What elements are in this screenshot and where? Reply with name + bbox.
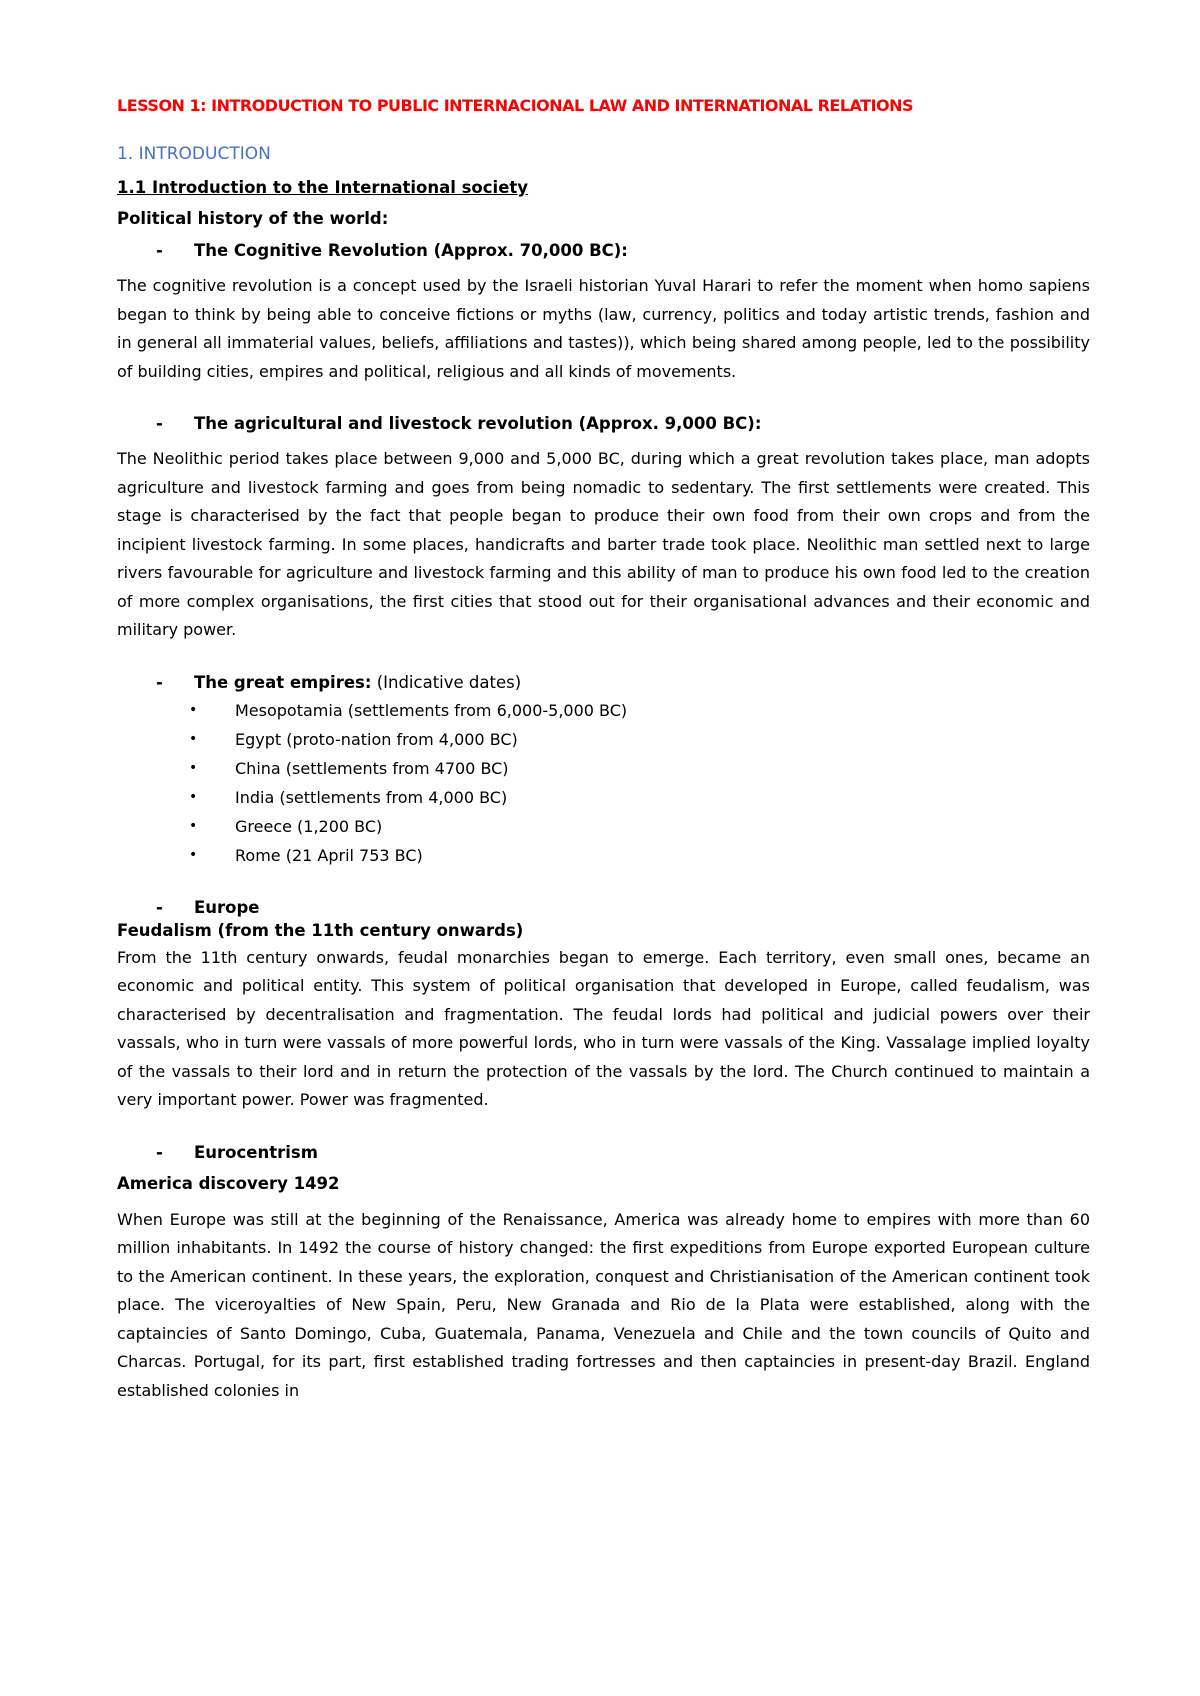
bullet-marker: • xyxy=(189,730,198,747)
america-paragraph: When Europe was still at the beginning of the Renaissance, America was already home to empires with more than 60 million inhabitants. In 1492 the course of history changed: the first expeditions from Europe exported European culture to the American continent. In these years, the exploration, conquest and Christianisation of the American continent took place. The viceroyalties of New Spain, Peru, New Granada and Rio de la Plata were established, along with the captaincies of Santo Domingo, Cuba, Guatemala, Panama, Venezuela and Chile and the town councils of Quito and Charcas. Portugal, for its part, first established trading fortresses and then captaincies in present-day Brazil. England established colonies in xyxy=(117,1209,1090,1400)
list-item xyxy=(117,725,1090,754)
dash-marker: - xyxy=(156,241,163,260)
eurocentrism-heading-text: Eurocentrism xyxy=(194,1142,318,1162)
list-item-text: Mesopotamia (settlements from 6,000-5,000 BC) xyxy=(235,700,628,720)
bullet-marker: • xyxy=(189,788,198,805)
document-body xyxy=(117,96,1090,1405)
lesson-title: LESSON 1: INTRODUCTION TO PUBLIC INTERNACIONAL LAW AND INTERNATIONAL RELATIONS xyxy=(117,96,914,115)
empires-heading-label: The great empires: xyxy=(194,672,372,692)
cognitive-heading-text: The Cognitive Revolution (Approx. 70,000 BC): xyxy=(194,241,628,260)
section-title: 1. INTRODUCTION xyxy=(117,144,271,164)
empires-heading-text xyxy=(194,673,521,692)
list-item xyxy=(117,783,1090,812)
empires-heading-note: (Indicative dates) xyxy=(371,672,522,692)
europe-heading-text: Europe xyxy=(194,897,260,917)
list-item xyxy=(117,696,1090,725)
political-history-heading: Political history of the world: xyxy=(117,209,389,228)
america-discovery-heading: America discovery 1492 xyxy=(117,1173,340,1193)
dash-marker: - xyxy=(156,672,163,692)
bullet-marker: • xyxy=(189,759,198,776)
bullet-marker: • xyxy=(189,846,198,863)
list-item xyxy=(117,841,1090,870)
list-item xyxy=(117,812,1090,841)
list-item-text: India (settlements from 4,000 BC) xyxy=(235,787,508,807)
list-item-text: China (settlements from 4700 BC) xyxy=(235,758,509,778)
list-item xyxy=(117,754,1090,783)
europe-heading xyxy=(117,898,1090,917)
list-item-text: Egypt (proto-nation from 4,000 BC) xyxy=(235,729,518,749)
great-empires-heading xyxy=(117,673,1090,692)
agricultural-paragraph: The Neolithic period takes place between 9,000 and 5,000 BC, during which a great revolution takes place, man adopts agriculture and livestock farming and goes from being nomadic to sedentary. The first settlements were created. This stage is characterised by the fact that people began to produce their own food from their own crops and from the incipient livestock farming. In some places, handicrafts and barter trade took place. Neolithic man settled next to large rivers favourable for agriculture and livestock farming and this ability of man to produce his own food led to the creation of more complex organisations, the first cities that stood out for their organisational advances and their economic and military power. xyxy=(117,449,1090,639)
dash-marker: - xyxy=(156,414,163,433)
feudalism-paragraph: From the 11th century onwards, feudal monarchies began to emerge. Each territory, even small ones, became an economic and political entity. This system of political organisation that developed in Europe, called feudalism, was characterised by decentralisation and fragmentation. The feudal lords had political and judicial powers over their vassals, who in turn were vassals of more powerful lords, who in turn were vassals of the King. Vassalage implied loyalty of the vassals to their lord and in return the protection of the vassals by the lord. The Church continued to maintain a very important power. Power was fragmented. xyxy=(117,947,1090,1109)
list-item-text: Rome (21 April 753 BC) xyxy=(235,845,423,865)
cognitive-revolution-heading xyxy=(117,241,1090,260)
agricultural-heading-text: The agricultural and livestock revolution (Approx. 9,000 BC): xyxy=(194,414,762,433)
dash-marker: - xyxy=(156,897,163,917)
subsection-title: 1.1 Introduction to the International society xyxy=(117,178,529,197)
feudalism-heading: Feudalism (from the 11th century onwards) xyxy=(117,920,524,940)
empires-list xyxy=(117,696,1090,870)
dash-marker: - xyxy=(156,1142,163,1162)
bullet-marker: • xyxy=(189,701,198,718)
agricultural-revolution-heading xyxy=(117,414,1090,433)
bullet-marker: • xyxy=(189,817,198,834)
cognitive-paragraph: The cognitive revolution is a concept used by the Israeli historian Yuval Harari to refer the moment when homo sapiens began to think by being able to conceive fictions or myths (law, currency, politics and today artistic trends, fashion and in general all immaterial values, beliefs, affiliations and tastes)), which being shared among people, led to the possibility of building cities, empires and political, religious and all kinds of movements. xyxy=(117,276,1090,381)
eurocentrism-heading xyxy=(117,1143,1090,1162)
list-item-text: Greece (1,200 BC) xyxy=(235,816,383,836)
